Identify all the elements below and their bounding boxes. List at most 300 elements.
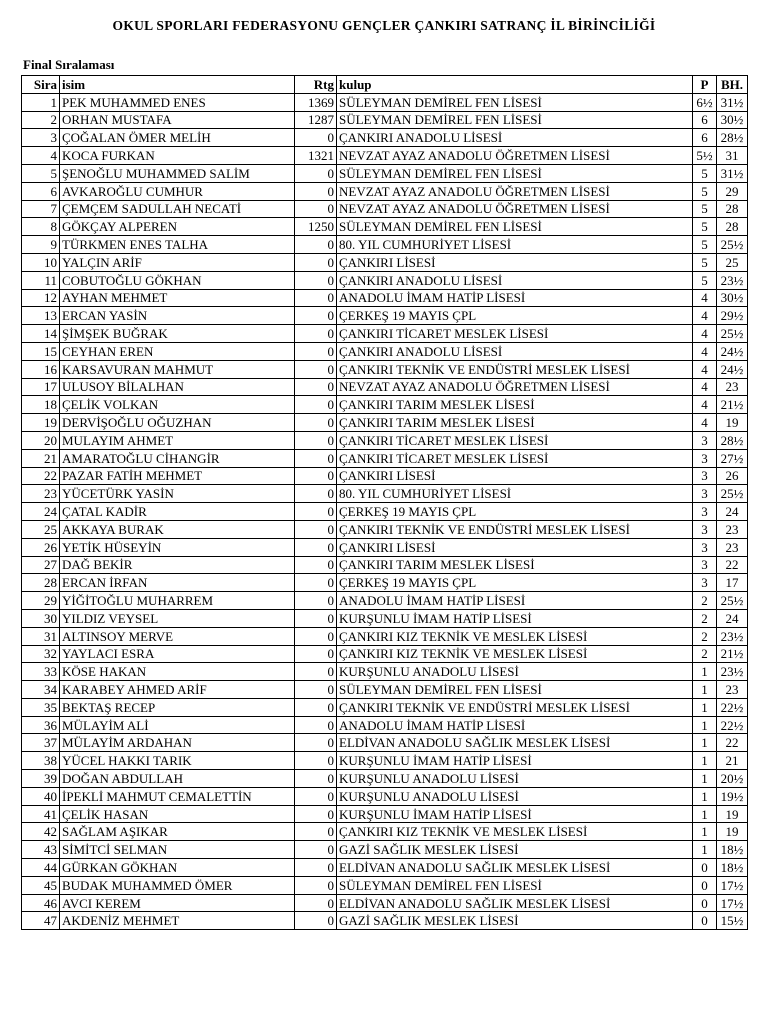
cell-isim: MÜLAYİM ARDAHAN [60,734,295,752]
cell-points: 1 [693,716,717,734]
column-header-rtg: Rtg [295,76,337,94]
cell-kulup: KURŞUNLU ANADOLU LİSESİ [337,787,693,805]
cell-isim: SAĞLAM AŞIKAR [60,823,295,841]
cell-sira: 20 [22,431,60,449]
cell-isim: YİĞİTOĞLU MUHARREM [60,592,295,610]
cell-isim: AKKAYA BURAK [60,520,295,538]
cell-isim: MULAYIM AHMET [60,431,295,449]
cell-isim: ÇOĞALAN ÖMER MELİH [60,129,295,147]
cell-buchholz: 22½ [717,698,748,716]
cell-isim: ORHAN MUSTAFA [60,111,295,129]
cell-points: 2 [693,627,717,645]
cell-kulup: ELDİVAN ANADOLU SAĞLIK MESLEK LİSESİ [337,859,693,877]
cell-kulup: ÇANKIRI LİSESİ [337,467,693,485]
cell-rtg: 0 [295,503,337,521]
cell-kulup: KURŞUNLU İMAM HATİP LİSESİ [337,752,693,770]
cell-points: 0 [693,894,717,912]
cell-kulup: SÜLEYMAN DEMİREL FEN LİSESİ [337,218,693,236]
table-row [22,253,748,271]
cell-kulup: NEVZAT AYAZ ANADOLU ÖĞRETMEN LİSESİ [337,147,693,165]
cell-buchholz: 23 [717,681,748,699]
cell-rtg: 1321 [295,147,337,165]
cell-buchholz: 15½ [717,912,748,930]
cell-isim: ALTINSOY MERVE [60,627,295,645]
cell-buchholz: 29½ [717,307,748,325]
table-row [22,485,748,503]
cell-sira: 28 [22,574,60,592]
cell-kulup: GAZİ SAĞLIK MESLEK LİSESİ [337,912,693,930]
cell-isim: BUDAK MUHAMMED ÖMER [60,876,295,894]
cell-kulup: ÇANKIRI LİSESİ [337,538,693,556]
cell-sira: 10 [22,253,60,271]
cell-sira: 19 [22,414,60,432]
cell-points: 5 [693,182,717,200]
table-row [22,147,748,165]
table-row [22,467,748,485]
cell-isim: COBUTOĞLU GÖKHAN [60,271,295,289]
standings-table [21,75,748,930]
cell-sira: 8 [22,218,60,236]
cell-sira: 32 [22,645,60,663]
cell-points: 2 [693,609,717,627]
section-subtitle: Final Sıralaması [23,57,115,72]
cell-kulup: ÇERKEŞ 19 MAYIS ÇPL [337,307,693,325]
cell-sira: 14 [22,325,60,343]
table-row [22,218,748,236]
table-row [22,538,748,556]
cell-kulup: ÇANKIRI TARIM MESLEK LİSESİ [337,414,693,432]
table-row [22,663,748,681]
cell-kulup: ÇANKIRI KIZ TEKNİK VE MESLEK LİSESİ [337,627,693,645]
cell-points: 5 [693,253,717,271]
cell-rtg: 0 [295,467,337,485]
cell-buchholz: 21½ [717,645,748,663]
cell-buchholz: 26 [717,467,748,485]
cell-sira: 15 [22,342,60,360]
cell-points: 3 [693,485,717,503]
cell-points: 4 [693,307,717,325]
cell-kulup: NEVZAT AYAZ ANADOLU ÖĞRETMEN LİSESİ [337,200,693,218]
cell-sira: 31 [22,627,60,645]
cell-sira: 25 [22,520,60,538]
cell-isim: YILDIZ VEYSEL [60,609,295,627]
cell-points: 0 [693,876,717,894]
cell-isim: CEYHAN EREN [60,342,295,360]
cell-buchholz: 19 [717,805,748,823]
cell-points: 2 [693,645,717,663]
cell-sira: 4 [22,147,60,165]
cell-sira: 16 [22,360,60,378]
cell-sira: 12 [22,289,60,307]
cell-sira: 41 [22,805,60,823]
cell-buchholz: 18½ [717,859,748,877]
cell-buchholz: 20½ [717,770,748,788]
cell-isim: SİMİTCİ SELMAN [60,841,295,859]
cell-kulup: SÜLEYMAN DEMİREL FEN LİSESİ [337,111,693,129]
cell-points: 4 [693,396,717,414]
cell-kulup: ÇANKIRI TEKNİK VE ENDÜSTRİ MESLEK LİSESİ [337,520,693,538]
cell-points: 1 [693,823,717,841]
cell-kulup: ELDİVAN ANADOLU SAĞLIK MESLEK LİSESİ [337,894,693,912]
cell-buchholz: 23½ [717,627,748,645]
cell-sira: 42 [22,823,60,841]
cell-kulup: ÇANKIRI TİCARET MESLEK LİSESİ [337,325,693,343]
cell-sira: 27 [22,556,60,574]
cell-rtg: 0 [295,200,337,218]
cell-kulup: ÇANKIRI TEKNİK VE ENDÜSTRİ MESLEK LİSESİ [337,698,693,716]
cell-rtg: 0 [295,449,337,467]
cell-buchholz: 19 [717,414,748,432]
cell-buchholz: 28½ [717,431,748,449]
cell-rtg: 0 [295,164,337,182]
cell-points: 0 [693,912,717,930]
cell-buchholz: 24 [717,609,748,627]
cell-isim: KARABEY AHMED ARİF [60,681,295,699]
cell-kulup: KURŞUNLU İMAM HATİP LİSESİ [337,609,693,627]
cell-sira: 23 [22,485,60,503]
cell-rtg: 0 [295,681,337,699]
cell-sira: 9 [22,236,60,254]
cell-buchholz: 27½ [717,449,748,467]
cell-rtg: 0 [295,378,337,396]
cell-kulup: ANADOLU İMAM HATİP LİSESİ [337,716,693,734]
cell-points: 6½ [693,93,717,111]
cell-points: 1 [693,698,717,716]
cell-sira: 21 [22,449,60,467]
cell-buchholz: 22 [717,734,748,752]
cell-sira: 17 [22,378,60,396]
cell-buchholz: 23 [717,378,748,396]
cell-kulup: ÇANKIRI TİCARET MESLEK LİSESİ [337,431,693,449]
cell-buchholz: 23½ [717,271,748,289]
cell-rtg: 0 [295,556,337,574]
cell-points: 3 [693,538,717,556]
table-row [22,236,748,254]
cell-buchholz: 31½ [717,93,748,111]
table-row [22,307,748,325]
cell-points: 3 [693,467,717,485]
cell-buchholz: 30½ [717,289,748,307]
cell-sira: 43 [22,841,60,859]
cell-points: 5 [693,271,717,289]
cell-sira: 6 [22,182,60,200]
cell-buchholz: 18½ [717,841,748,859]
cell-isim: ÇELİK VOLKAN [60,396,295,414]
cell-rtg: 0 [295,716,337,734]
cell-rtg: 0 [295,752,337,770]
cell-isim: PEK MUHAMMED ENES [60,93,295,111]
cell-isim: GÜRKAN GÖKHAN [60,859,295,877]
cell-points: 3 [693,520,717,538]
table-row [22,574,748,592]
column-header-p: P [693,76,717,94]
table-row [22,556,748,574]
cell-isim: İPEKLİ MAHMUT CEMALETTİN [60,787,295,805]
cell-rtg: 0 [295,325,337,343]
cell-rtg: 0 [295,236,337,254]
cell-points: 4 [693,414,717,432]
cell-kulup: ANADOLU İMAM HATİP LİSESİ [337,592,693,610]
cell-isim: ÇELİK HASAN [60,805,295,823]
cell-points: 0 [693,859,717,877]
cell-isim: ERCAN YASİN [60,307,295,325]
cell-rtg: 0 [295,342,337,360]
cell-sira: 46 [22,894,60,912]
table-row [22,859,748,877]
table-row [22,129,748,147]
cell-rtg: 0 [295,841,337,859]
cell-isim: ERCAN İRFAN [60,574,295,592]
column-header-sira: Sira [22,76,60,94]
cell-sira: 2 [22,111,60,129]
cell-buchholz: 22 [717,556,748,574]
cell-sira: 35 [22,698,60,716]
cell-rtg: 0 [295,876,337,894]
table-row [22,289,748,307]
cell-buchholz: 17½ [717,894,748,912]
cell-rtg: 0 [295,414,337,432]
cell-points: 2 [693,592,717,610]
cell-isim: ÇEMÇEM SADULLAH NECATİ [60,200,295,218]
cell-rtg: 0 [295,431,337,449]
table-row [22,325,748,343]
cell-points: 4 [693,325,717,343]
table-row [22,841,748,859]
cell-rtg: 0 [295,805,337,823]
table-row [22,592,748,610]
cell-isim: YAYLACI ESRA [60,645,295,663]
cell-kulup: ÇANKIRI ANADOLU LİSESİ [337,129,693,147]
cell-points: 1 [693,681,717,699]
cell-sira: 40 [22,787,60,805]
table-row [22,645,748,663]
table-row [22,342,748,360]
cell-isim: AKDENİZ MEHMET [60,912,295,930]
column-header-bh: BH. [717,76,748,94]
cell-kulup: NEVZAT AYAZ ANADOLU ÖĞRETMEN LİSESİ [337,378,693,396]
cell-points: 4 [693,360,717,378]
cell-isim: PAZAR FATİH MEHMET [60,467,295,485]
cell-kulup: ÇERKEŞ 19 MAYIS ÇPL [337,503,693,521]
cell-sira: 24 [22,503,60,521]
cell-sira: 3 [22,129,60,147]
cell-isim: AVCI KEREM [60,894,295,912]
cell-kulup: ANADOLU İMAM HATİP LİSESİ [337,289,693,307]
cell-rtg: 0 [295,253,337,271]
cell-buchholz: 17 [717,574,748,592]
cell-rtg: 0 [295,289,337,307]
cell-sira: 11 [22,271,60,289]
cell-points: 5 [693,200,717,218]
cell-points: 1 [693,787,717,805]
cell-points: 4 [693,378,717,396]
cell-sira: 7 [22,200,60,218]
table-row [22,271,748,289]
cell-kulup: ELDİVAN ANADOLU SAĞLIK MESLEK LİSESİ [337,734,693,752]
cell-rtg: 0 [295,271,337,289]
cell-kulup: ÇANKIRI TARIM MESLEK LİSESİ [337,556,693,574]
cell-kulup: ÇANKIRI LİSESİ [337,253,693,271]
cell-buchholz: 22½ [717,716,748,734]
cell-points: 4 [693,342,717,360]
cell-isim: YÜCEL HAKKI TARIK [60,752,295,770]
cell-isim: AYHAN MEHMET [60,289,295,307]
cell-sira: 36 [22,716,60,734]
cell-buchholz: 25½ [717,236,748,254]
cell-isim: KOCA FURKAN [60,147,295,165]
cell-isim: YETİK HÜSEYİN [60,538,295,556]
cell-isim: ULUSOY BİLALHAN [60,378,295,396]
table-row [22,894,748,912]
cell-points: 3 [693,556,717,574]
cell-kulup: ÇANKIRI ANADOLU LİSESİ [337,271,693,289]
cell-buchholz: 24½ [717,360,748,378]
cell-buchholz: 31½ [717,164,748,182]
cell-isim: MÜLAYİM ALİ [60,716,295,734]
cell-points: 3 [693,503,717,521]
cell-buchholz: 21 [717,752,748,770]
cell-rtg: 0 [295,182,337,200]
cell-buchholz: 17½ [717,876,748,894]
cell-rtg: 0 [295,698,337,716]
cell-buchholz: 29 [717,182,748,200]
cell-isim: BEKTAŞ RECEP [60,698,295,716]
cell-buchholz: 25½ [717,325,748,343]
cell-sira: 29 [22,592,60,610]
cell-sira: 44 [22,859,60,877]
cell-kulup: 80. YIL CUMHURİYET LİSESİ [337,236,693,254]
table-row [22,449,748,467]
page-title: OKUL SPORLARI FEDERASYONU GENÇLER ÇANKIRI SATRANÇ İL BİRİNCİLİĞİ [112,18,656,33]
cell-kulup: ÇANKIRI TEKNİK VE ENDÜSTRİ MESLEK LİSESİ [337,360,693,378]
cell-points: 1 [693,663,717,681]
cell-points: 6 [693,129,717,147]
cell-sira: 47 [22,912,60,930]
cell-isim: ÇATAL KADİR [60,503,295,521]
table-row [22,752,748,770]
cell-kulup: ÇANKIRI TARIM MESLEK LİSESİ [337,396,693,414]
cell-sira: 18 [22,396,60,414]
cell-kulup: ÇERKEŞ 19 MAYIS ÇPL [337,574,693,592]
cell-rtg: 0 [295,129,337,147]
cell-sira: 39 [22,770,60,788]
cell-points: 3 [693,574,717,592]
table-row [22,182,748,200]
cell-kulup: SÜLEYMAN DEMİREL FEN LİSESİ [337,93,693,111]
cell-rtg: 0 [295,396,337,414]
table-row [22,770,748,788]
cell-rtg: 0 [295,520,337,538]
cell-kulup: 80. YIL CUMHURİYET LİSESİ [337,485,693,503]
cell-rtg: 1287 [295,111,337,129]
cell-rtg: 0 [295,663,337,681]
cell-rtg: 0 [295,592,337,610]
cell-rtg: 0 [295,823,337,841]
cell-points: 4 [693,289,717,307]
cell-isim: GÖKÇAY ALPEREN [60,218,295,236]
cell-kulup: ÇANKIRI TİCARET MESLEK LİSESİ [337,449,693,467]
cell-isim: ŞENOĞLU MUHAMMED SALİM [60,164,295,182]
cell-kulup: ÇANKIRI KIZ TEKNİK VE MESLEK LİSESİ [337,823,693,841]
table-row [22,360,748,378]
cell-sira: 26 [22,538,60,556]
cell-isim: YALÇIN ARİF [60,253,295,271]
cell-buchholz: 31 [717,147,748,165]
cell-sira: 13 [22,307,60,325]
cell-rtg: 1250 [295,218,337,236]
table-row [22,93,748,111]
cell-sira: 34 [22,681,60,699]
table-row [22,876,748,894]
cell-points: 5 [693,164,717,182]
cell-kulup: GAZİ SAĞLIK MESLEK LİSESİ [337,841,693,859]
table-row [22,520,748,538]
cell-kulup: KURŞUNLU ANADOLU LİSESİ [337,663,693,681]
cell-points: 1 [693,805,717,823]
cell-buchholz: 21½ [717,396,748,414]
cell-buchholz: 19 [717,823,748,841]
cell-buchholz: 28 [717,218,748,236]
cell-isim: TÜRKMEN ENES TALHA [60,236,295,254]
table-row [22,627,748,645]
cell-isim: ŞİMŞEK BUĞRAK [60,325,295,343]
cell-rtg: 0 [295,894,337,912]
cell-isim: DAĞ BEKİR [60,556,295,574]
table-row [22,823,748,841]
cell-sira: 33 [22,663,60,681]
cell-kulup: KURŞUNLU ANADOLU LİSESİ [337,770,693,788]
cell-sira: 1 [22,93,60,111]
cell-buchholz: 25 [717,253,748,271]
table-row [22,200,748,218]
cell-points: 1 [693,734,717,752]
cell-rtg: 0 [295,307,337,325]
cell-rtg: 0 [295,485,337,503]
cell-buchholz: 25½ [717,485,748,503]
cell-rtg: 0 [295,645,337,663]
table-row [22,698,748,716]
cell-buchholz: 23½ [717,663,748,681]
cell-kulup: NEVZAT AYAZ ANADOLU ÖĞRETMEN LİSESİ [337,182,693,200]
cell-points: 6 [693,111,717,129]
cell-buchholz: 24 [717,503,748,521]
table-row [22,414,748,432]
table-row [22,378,748,396]
cell-points: 3 [693,431,717,449]
cell-buchholz: 25½ [717,592,748,610]
cell-kulup: SÜLEYMAN DEMİREL FEN LİSESİ [337,876,693,894]
table-row [22,716,748,734]
table-row [22,164,748,182]
table-row [22,734,748,752]
cell-sira: 38 [22,752,60,770]
cell-rtg: 0 [295,574,337,592]
cell-rtg: 0 [295,912,337,930]
cell-buchholz: 19½ [717,787,748,805]
table-row [22,431,748,449]
cell-rtg: 0 [295,859,337,877]
cell-kulup: SÜLEYMAN DEMİREL FEN LİSESİ [337,164,693,182]
cell-points: 5½ [693,147,717,165]
table-body [22,93,748,929]
table-row [22,609,748,627]
cell-buchholz: 23 [717,520,748,538]
table-header-row [22,76,748,94]
cell-kulup: ÇANKIRI ANADOLU LİSESİ [337,342,693,360]
cell-points: 5 [693,236,717,254]
cell-rtg: 0 [295,627,337,645]
table-row [22,111,748,129]
